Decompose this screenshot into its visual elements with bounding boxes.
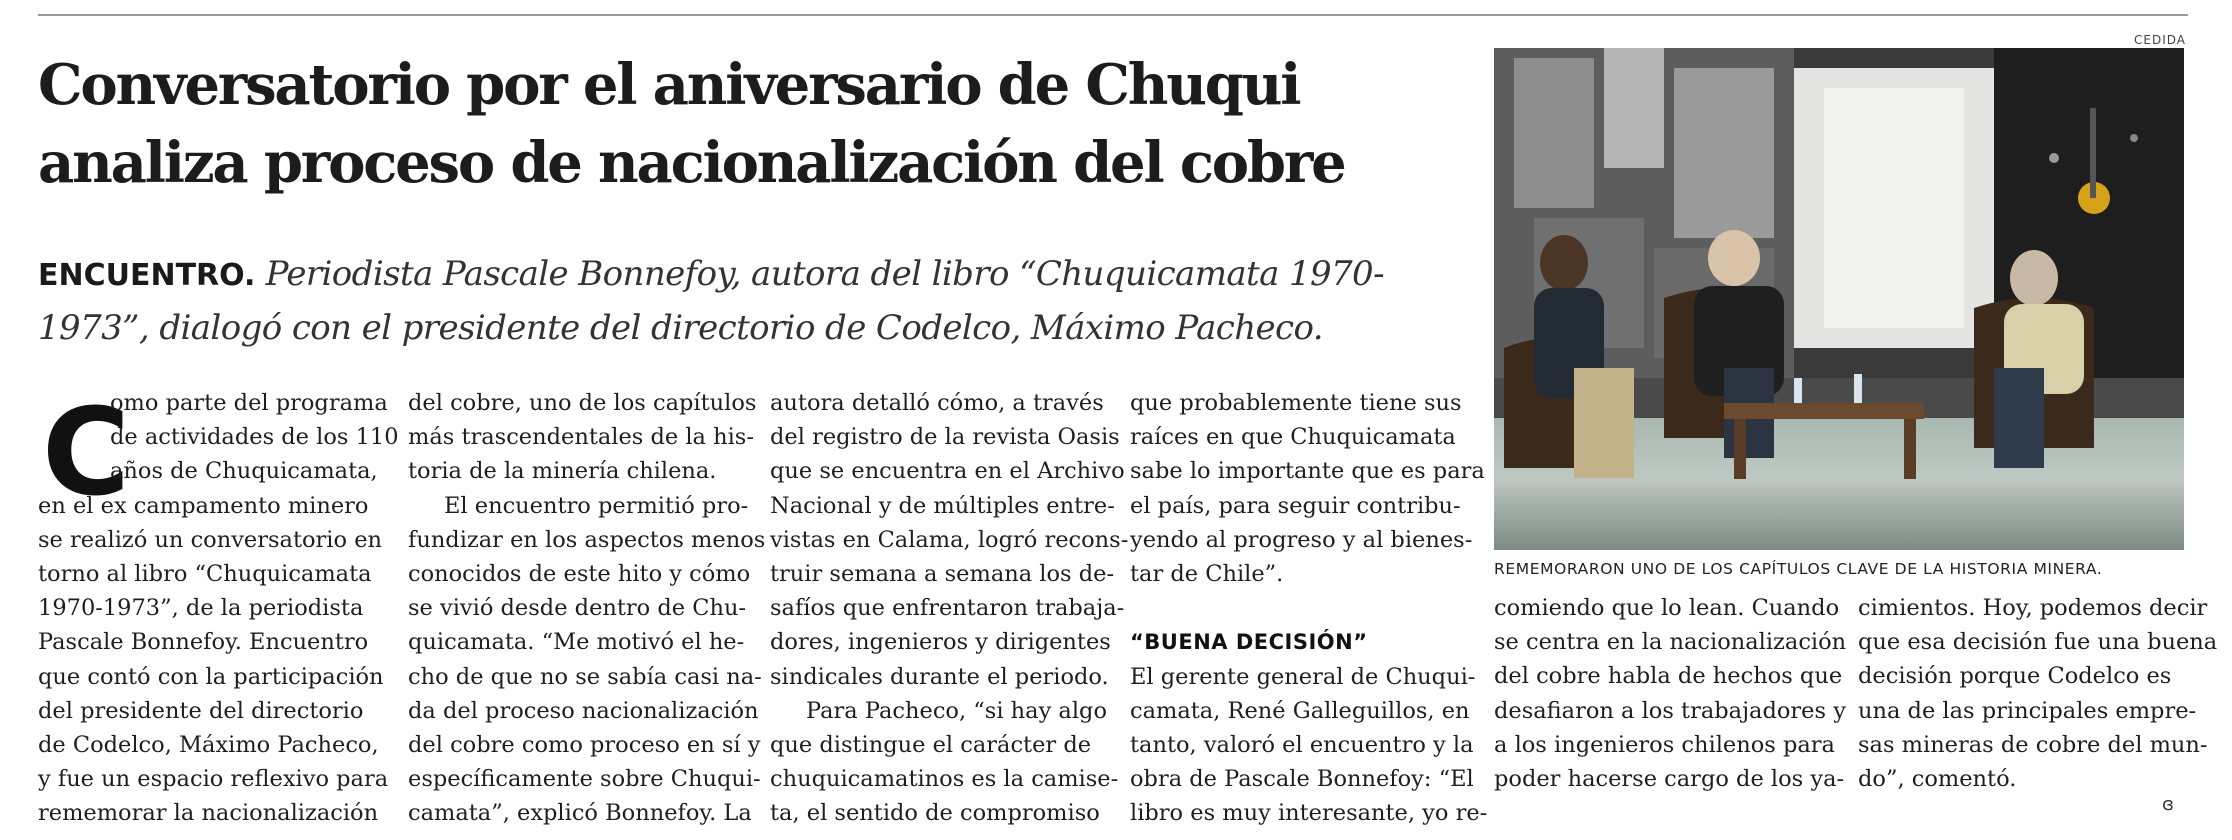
text-line: del presidente del directorio [38,697,364,724]
event-photo [1494,48,2184,550]
text-line: del cobre habla de hechos que [1494,663,1843,690]
text-line: que se encuentra en el Archivo [770,458,1125,485]
text-line: El gerente general de Chuqui- [1130,663,1476,690]
text-line: tanto, valoró el encuentro y la [1130,731,1474,758]
text-line: a los ingenieros chilenos para [1494,731,1835,758]
text-line: toria de la minería chilena. [408,458,717,485]
text-line: ta, el sentido de compromiso [770,800,1100,827]
deck-kicker: ENCUENTRO. [38,258,256,293]
text-line: sabe lo importante que es para [1130,458,1485,485]
text-line: conocidos de este hito y cómo [408,560,751,587]
text-line: que contó con la participación [38,663,384,690]
text-line: del cobre, uno de los capítulos [408,390,757,416]
text-line: que esa decisión fue una buena [1858,629,2218,656]
article-column-1 [38,386,399,830]
headline [38,46,1478,202]
photo-caption: REMEMORARON UNO DE LOS CAPÍTULOS CLAVE DE LA HISTORIA MINERA. [1494,560,2103,578]
subhead: “BUENA DECISIÓN” [1130,630,1368,655]
text-line: del cobre como proceso en sí y [408,731,761,758]
text-line: en el ex campamento minero [38,492,369,519]
text-line: desafiaron a los trabajadores y [1494,697,1846,724]
text-line: da del proceso nacionalización [408,697,759,724]
headline-line-1: Conversatorio por el aniversario de Chuqui [38,52,1300,118]
text-line: del registro de la revista Oasis [770,424,1120,451]
text-line: Nacional y de múltiples entre- [770,492,1115,519]
text-line: autora detalló cómo, a través [770,390,1104,416]
text-line: Para Pacheco, “si hay algo [806,697,1107,724]
spacer-line [1130,591,1462,625]
deck-text-line-1: Periodista Pascale Bonnefoy, autora del libro “Chuquicamata 1970- [265,254,1384,294]
text-line: chuquicamatinos es la camise- [770,766,1119,793]
headline-line-2: analiza proceso de nacionalización del cobre [38,130,1345,196]
article-column-6 [1858,591,2218,796]
article-column-2 [408,386,766,830]
text-line: omo parte del programa [110,390,388,416]
text-line: el país, para seguir contribu- [1130,492,1461,519]
text-line: tar de Chile”. [1130,560,1284,587]
event-photo-illustration [1494,48,2184,550]
text-line: quicamata. “Me motivó el he- [408,629,745,656]
text-line: dores, ingenieros y dirigentes [770,629,1111,656]
text-line: cimientos. Hoy, podemos decir [1858,595,2208,621]
article-column-4 [1130,386,1488,830]
text-line: safíos que enfrentaron trabaja- [770,595,1125,622]
text-line: camata, René Galleguillos, en [1130,697,1470,724]
text-line: vistas en Calama, logró recons- [770,526,1129,553]
text-line: camata”, explicó Bonnefoy. La [408,800,752,827]
text-line: de Codelco, Máximo Pacheco, [38,731,379,758]
text-line: comiendo que lo lean. Cuando [1494,595,1840,621]
article-column-5 [1494,591,1847,796]
text-line: yendo al progreso y al bienes- [1130,526,1473,553]
drop-cap: C [42,384,131,523]
text-line: se vivió desde dentro de Chu- [408,595,747,622]
top-rule [38,14,2188,16]
text-line: poder hacerse cargo de los ya- [1494,765,1845,792]
text-line: libro es muy interesante, yo re- [1130,800,1488,827]
text-line: y fue un espacio reflexivo para [38,766,389,793]
text-line: fundizar en los aspectos menos [408,526,766,553]
text-line: raíces en que Chuquicamata [1130,424,1456,451]
text-line: truir semana a semana los de- [770,560,1115,587]
text-line: que probablemente tiene sus [1130,390,1462,416]
photo-credit: CEDIDA [2134,33,2186,47]
deck [38,248,1458,354]
text-line: cho de que no se sabía casi na- [408,663,762,690]
deck-text-line-2: 1973”, dialogó con el presidente del directorio de Codelco, Máximo Pacheco. [38,308,1323,348]
text-line: rememorar la nacionalización [38,800,379,827]
text-line: do”, comentó. [1858,765,2017,792]
text-line: decisión porque Codelco es [1858,663,2172,690]
text-line: una de las principales empre- [1858,697,2197,724]
text-line: sas mineras de cobre del mun- [1858,731,2208,758]
end-mark-icon: ɞ [2162,794,2174,815]
text-line: El encuentro permitió pro- [444,492,749,519]
text-line: se realizó un conversatorio en [38,526,383,553]
text-line: 1970-1973”, de la periodista [38,595,364,622]
text-line: años de Chuquicamata, [110,458,378,485]
text-line: específicamente sobre Chuqui- [408,766,761,793]
text-line: sindicales durante el periodo. [770,663,1109,690]
text-line: obra de Pascale Bonnefoy: “El [1130,766,1474,793]
article-column-3 [770,386,1129,830]
text-line: se centra en la nacionalización [1494,629,1847,656]
text-line: que distingue el carácter de [770,731,1092,758]
text-line: de actividades de los 110 [110,424,399,451]
text-line: torno al libro “Chuquicamata [38,560,372,587]
text-line: más trascendentales de la his- [408,424,754,451]
text-line: Pascale Bonnefoy. Encuentro [38,629,369,656]
